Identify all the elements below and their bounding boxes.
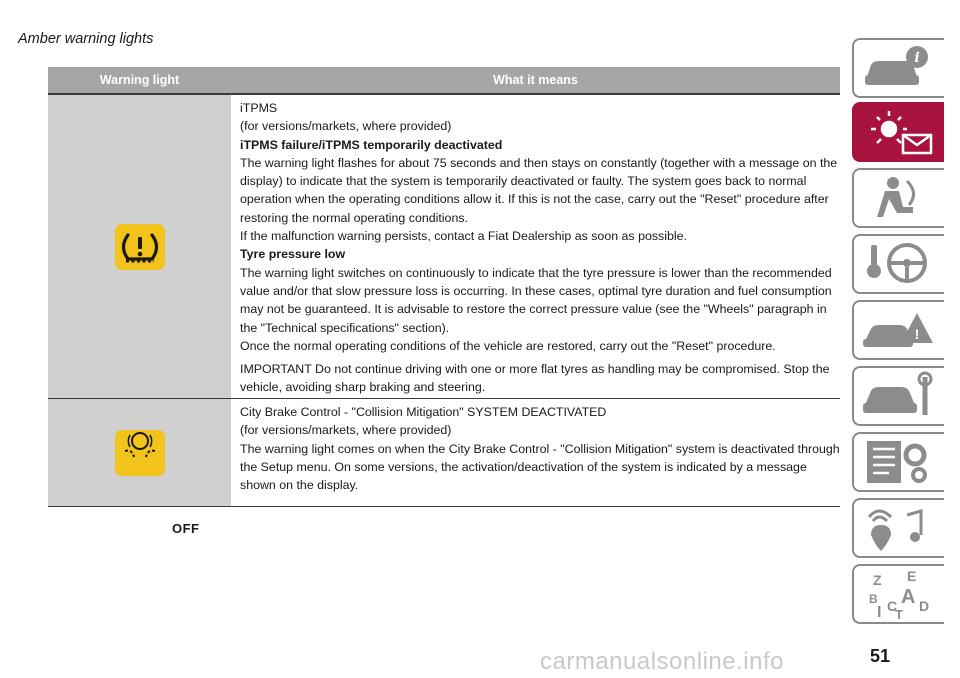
description-cell (231, 399, 840, 506)
paragraph: If the malfunction warning persists, contact a Fiat Dealership as soon as possible. (240, 229, 687, 244)
index-letter: B (869, 592, 878, 606)
warning-light-cell (48, 399, 231, 536)
feature-name: City Brake Control - "Collision Mitigation" SYSTEM DEACTIVATED (240, 405, 607, 419)
section-title: Amber warning lights (18, 31, 154, 47)
index-letter: I (877, 604, 882, 619)
svg-text:i: i (914, 50, 920, 66)
availability-note: (for versions/markets, where provided) (240, 119, 452, 134)
emergency-icon (859, 305, 939, 355)
index-letter: D (919, 598, 930, 614)
city-brake-control-off-icon (114, 429, 166, 477)
index-letter: A (901, 586, 916, 608)
dashboard-warning-icon (859, 107, 939, 157)
availability-note: (for versions/markets, where provided) (240, 423, 452, 438)
svg-text:!: ! (914, 326, 920, 342)
tyre-pressure-warning-icon (114, 223, 166, 271)
multimedia-icon (859, 503, 939, 553)
tab-emergency[interactable] (852, 300, 944, 360)
table-row (48, 95, 840, 399)
tab-multimedia[interactable] (852, 498, 944, 558)
index-letter: E (907, 569, 917, 584)
important-note: IMPORTANT Do not continue driving with one or more flat tyres as handling may be compromised. Stop the vehicle, avoiding sharp braking and steering. (240, 362, 830, 395)
tab-starting-driving[interactable] (852, 234, 944, 294)
safety-airbag-icon (859, 173, 939, 223)
starting-driving-icon (859, 239, 939, 289)
feature-name: iTPMS (240, 101, 278, 115)
tab-index[interactable] (852, 564, 944, 624)
index-letter: T (895, 607, 903, 619)
index-letter: C (887, 598, 898, 614)
tab-maintenance[interactable] (852, 366, 944, 426)
page-number: 51 (870, 646, 891, 666)
warning-light-cell (48, 95, 231, 398)
tab-car-info[interactable] (852, 38, 944, 98)
tab-dashboard[interactable] (852, 102, 944, 162)
paragraph: Once the normal operating conditions of the vehicle are restored, carry out the "Reset" procedure. (240, 338, 776, 353)
header-what-it-means: What it means (493, 73, 578, 87)
tab-safety[interactable] (852, 168, 944, 228)
car-info-icon (859, 43, 939, 93)
paragraph: The warning light switches on continuously to indicate that the tyre pressure is lower than the recommended value and/or that slow pressure loss is occurring. In these cases, optimal tyre duration and fuel consumption may not be guaranteed. It is advisable to restore the correct pressure value (see the "Wheels" paragraph in the "Technical specifications" section). (240, 265, 832, 335)
index-icon (859, 569, 939, 619)
index-letter: Z (873, 572, 882, 588)
technical-specifications-icon (859, 437, 939, 487)
subheading: Tyre pressure low (240, 247, 346, 262)
paragraph: The warning light comes on when the City Brake Control - "Collision Mitigation" system is deactivated through the Setup menu. On some versions, the activation/deactivation of the system is indicated by a message shown on the display. (240, 441, 840, 493)
table-header (48, 67, 840, 95)
icon-off-label: OFF (172, 521, 200, 536)
tab-technical-specifications[interactable] (852, 432, 944, 492)
header-warning-light: Warning light (99, 73, 180, 87)
paragraph: The warning light flashes for about 75 seconds and then stays on constantly (together with a message on the display) to indicate that the system is temporarily deactivated or faulty. The system goes back to normal operation when the operating conditions allow it. If this is not the case, carry out the "Reset" procedure after restoring the normal operating conditions. (240, 155, 838, 225)
maintenance-icon (859, 371, 939, 421)
table-row (48, 399, 840, 536)
warning-lights-table (48, 67, 840, 536)
subheading: iTPMS failure/iTPMS temporarily deactivated (240, 137, 503, 152)
watermark: carmanualsonline.info (540, 648, 784, 675)
description-cell (231, 95, 840, 398)
